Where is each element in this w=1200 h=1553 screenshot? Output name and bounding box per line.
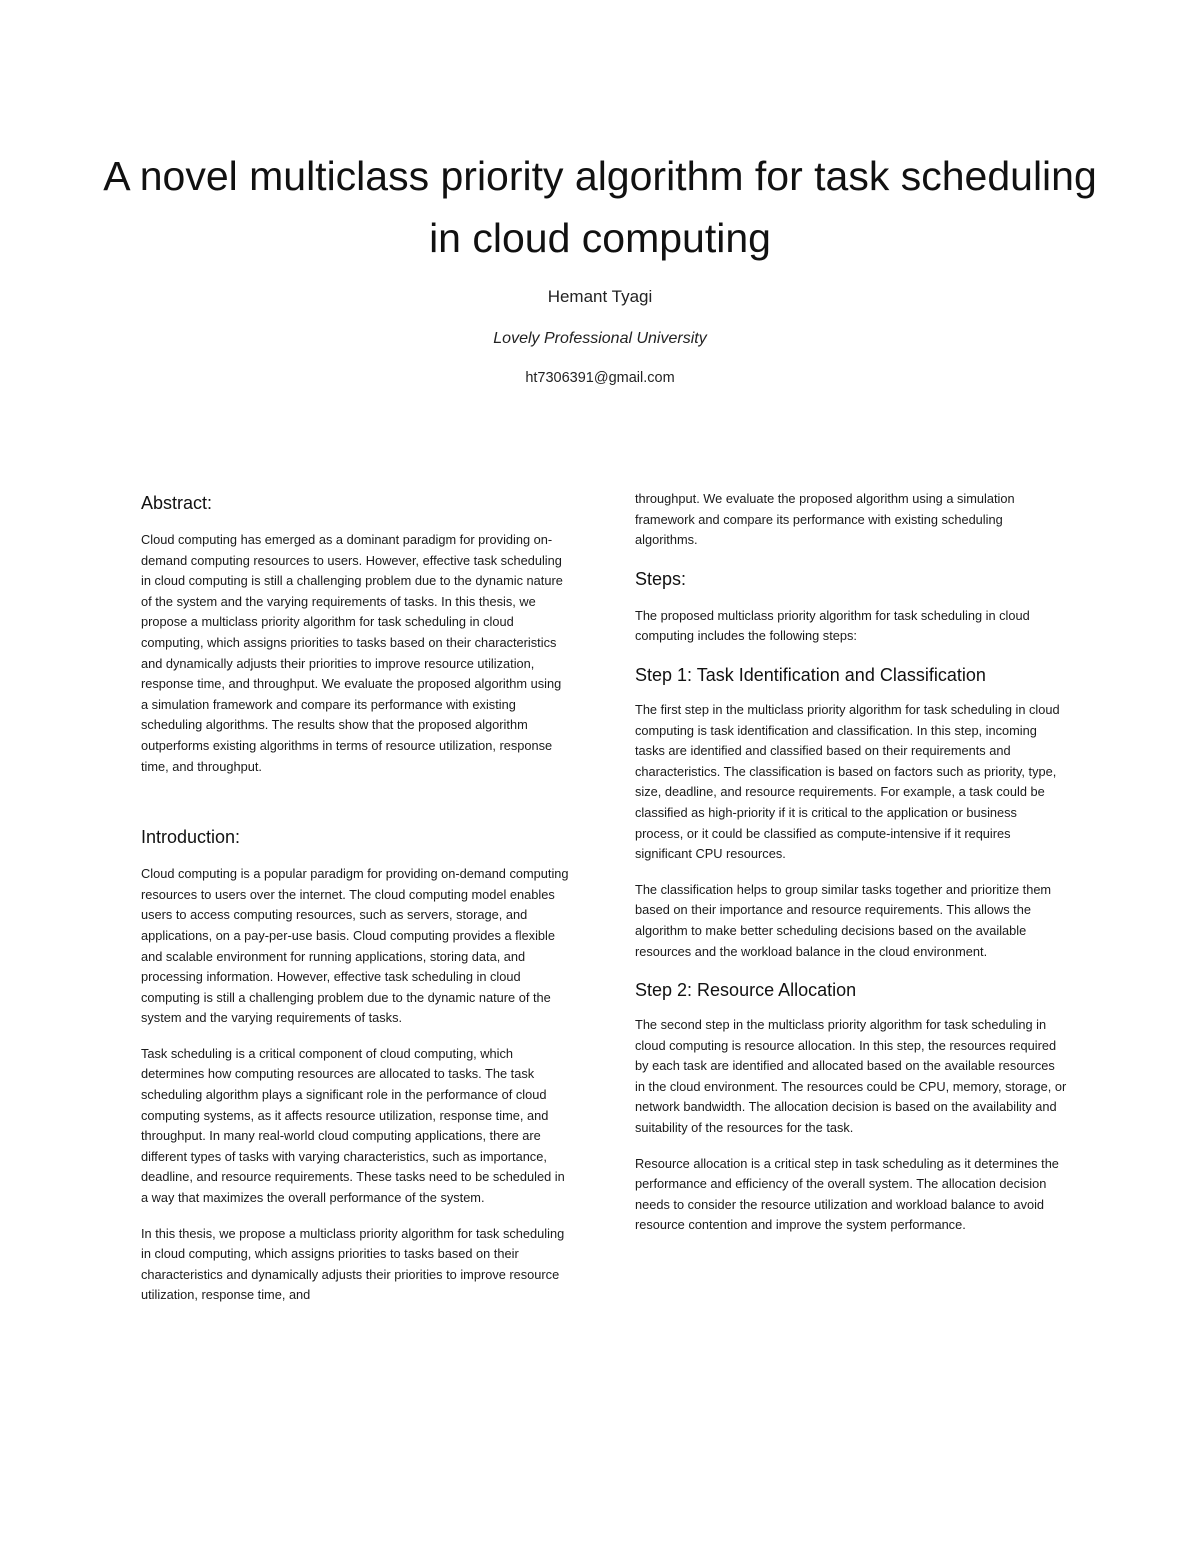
step1-paragraph: The first step in the multiclass priority algorithm for task scheduling in cloud computing is task identification and classification. In this step, incoming tasks are identified and classified based on their requirements and characteristics. The classification is based on factors such as priority, type, size, deadline, and resource requirements. For example, a task could be classified as high-priority if it is critical to the application or business process, or it could be classified as compute-intensive if it requires significant CPU resources. — [635, 701, 1060, 862]
right-column — [635, 489, 1067, 1251]
author-name: Hemant Tyagi — [547, 287, 653, 306]
abstract-text: Cloud computing has emerged as a dominant paradigm for providing on-demand computing resources to users. However, effective task scheduling in cloud computing is still a challenging problem due to the dynamic nature of the system and the varying requirements of tasks. In this thesis, we propose a multiclass priority algorithm for task scheduling in cloud computing, which assigns priorities to tasks based on their characteristics and dynamically adjusts their priorities to improve resource utilization, response time, and throughput. We evaluate the proposed algorithm using a simulation framework and compare its performance with existing scheduling algorithms. The results show that the proposed algorithm outperforms existing algorithms in terms of resource utilization, response time, and throughput. — [141, 532, 563, 774]
introduction-continuation: throughput. We evaluate the proposed algorithm using a simulation framework and compare its performance with existing scheduling algorithms. — [635, 491, 1015, 548]
step1-heading: Step 1: Task Identification and Classification — [635, 664, 986, 685]
steps-heading: Steps: — [635, 568, 687, 589]
left-column — [141, 490, 571, 1321]
paper-title: A novel multiclass priority algorithm for task scheduling in cloud computing — [103, 153, 1097, 261]
author-affiliation: Lovely Professional University — [493, 330, 707, 347]
step1-paragraph: The classification helps to group similar tasks together and prioritize them based on their importance and resource requirements. This allows the algorithm to make better scheduling decisions based on the available resources and the workload balance in the cloud environment. — [635, 881, 1052, 959]
introduction-heading: Introduction: — [141, 827, 241, 848]
introduction-paragraph: Cloud computing is a popular paradigm for providing on-demand computing resources to users over the internet. The cloud computing model enables users to access computing resources, such as servers, storage, and applications, on a pay-per-use basis. Cloud computing provides a flexible and scalable environment for running applications, storing data, and processing information. However, effective task scheduling in cloud computing is still a challenging problem due to the dynamic nature of the system and the varying requirements of tasks. — [141, 866, 569, 1026]
abstract-heading: Abstract: — [141, 493, 213, 513]
step2-paragraph: The second step in the multiclass priority algorithm for task scheduling in cloud computing is resource allocation. In this step, the resources required by each task are identified and allocated based on the available resources in the cloud environment. The resources could be CPU, memory, storage, or network bandwidth. The allocation decision is based on the availability and suitability of the resources for the task. — [635, 1017, 1067, 1136]
step2-paragraph: Resource allocation is a critical step in task scheduling as it determines the performance and efficiency of the overall system. The allocation decision needs to consider the resource utilization and workload balance to avoid resource contention and improve the system performance. — [635, 1155, 1059, 1233]
steps-intro: The proposed multiclass priority algorithm for task scheduling in cloud computing includes the following steps: — [635, 607, 1030, 644]
author-email: ht7306391@gmail.com — [525, 370, 675, 386]
step2-heading: Step 2: Resource Allocation — [635, 980, 857, 1001]
introduction-paragraph: Task scheduling is a critical component of cloud computing, which determines how computing resources are allocated to tasks. The task scheduling algorithm plays a significant role in the performance of cloud computing systems, as it affects resource utilization, response time, and throughput. In many real-world cloud computing applications, there are different types of tasks with varying characteristics, such as importance, deadline, and resource requirements. These tasks need to be scheduled in a way that maximizes the overall performance of the system. — [141, 1045, 565, 1206]
introduction-paragraph: In this thesis, we propose a multiclass priority algorithm for task scheduling in cloud computing, which assigns priorities to tasks based on their characteristics and dynamically adjusts their priorities to improve resource utilization, response time, and — [141, 1225, 565, 1303]
